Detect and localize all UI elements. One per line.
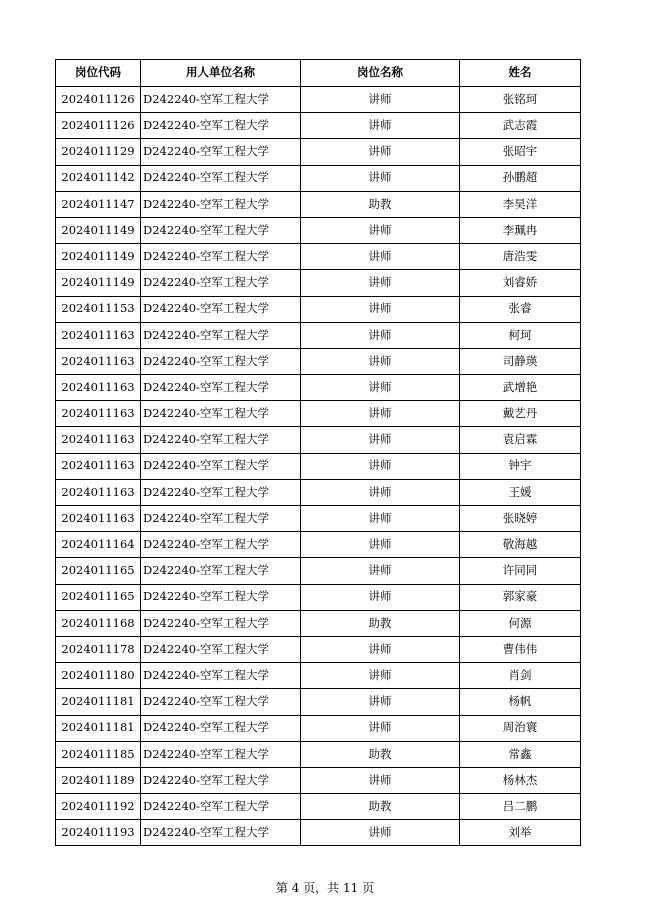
table-row bbox=[56, 794, 581, 820]
post-name-cell: 讲师 bbox=[301, 479, 460, 505]
post-name-cell: 助教 bbox=[301, 794, 460, 820]
table-row bbox=[56, 610, 581, 636]
post-code-cell: 2024011180 bbox=[56, 663, 141, 689]
table-row bbox=[56, 87, 581, 113]
person-name-cell: 肖剑 bbox=[460, 663, 581, 689]
employer-name-cell: D242240-空军工程大学 bbox=[141, 375, 301, 401]
post-code-cell: 2024011163 bbox=[56, 479, 141, 505]
post-name-cell: 助教 bbox=[301, 741, 460, 767]
person-name-cell: 张晓婷 bbox=[460, 506, 581, 532]
employer-name-cell: D242240-空军工程大学 bbox=[141, 532, 301, 558]
table-row bbox=[56, 113, 581, 139]
post-code-cell: 2024011189 bbox=[56, 767, 141, 793]
employer-name-cell: D242240-空军工程大学 bbox=[141, 322, 301, 348]
employer-name-cell: D242240-空军工程大学 bbox=[141, 715, 301, 741]
employer-name-cell: D242240-空军工程大学 bbox=[141, 584, 301, 610]
employer-name-cell: D242240-空军工程大学 bbox=[141, 820, 301, 846]
table-row bbox=[56, 820, 581, 846]
employer-name-cell: D242240-空军工程大学 bbox=[141, 139, 301, 165]
post-name-cell: 讲师 bbox=[301, 348, 460, 374]
post-code-cell: 2024011126 bbox=[56, 113, 141, 139]
post-name-cell: 讲师 bbox=[301, 453, 460, 479]
post-code-cell: 2024011181 bbox=[56, 689, 141, 715]
table-row bbox=[56, 532, 581, 558]
post-code-cell: 2024011149 bbox=[56, 244, 141, 270]
person-name-cell: 吕二鹏 bbox=[460, 794, 581, 820]
employer-name-cell: D242240-空军工程大学 bbox=[141, 217, 301, 243]
employer-name-cell: D242240-空军工程大学 bbox=[141, 558, 301, 584]
post-code-cell: 2024011178 bbox=[56, 636, 141, 662]
post-code-cell: 2024011126 bbox=[56, 87, 141, 113]
employer-name-cell: D242240-空军工程大学 bbox=[141, 191, 301, 217]
person-name-cell: 敬海越 bbox=[460, 532, 581, 558]
employer-name-cell: D242240-空军工程大学 bbox=[141, 689, 301, 715]
post-code-cell: 2024011163 bbox=[56, 506, 141, 532]
post-name-cell: 助教 bbox=[301, 191, 460, 217]
employer-name-cell: D242240-空军工程大学 bbox=[141, 663, 301, 689]
post-name-cell: 讲师 bbox=[301, 689, 460, 715]
employer-name-cell: D242240-空军工程大学 bbox=[141, 767, 301, 793]
person-name-cell: 何源 bbox=[460, 610, 581, 636]
post-name-cell: 讲师 bbox=[301, 663, 460, 689]
personnel-table bbox=[55, 59, 581, 846]
employer-name-cell: D242240-空军工程大学 bbox=[141, 348, 301, 374]
post-code-cell: 2024011165 bbox=[56, 584, 141, 610]
post-name-cell: 讲师 bbox=[301, 532, 460, 558]
post-code-cell: 2024011192 bbox=[56, 794, 141, 820]
employer-name-cell: D242240-空军工程大学 bbox=[141, 401, 301, 427]
post-name-cell: 讲师 bbox=[301, 558, 460, 584]
post-name-cell: 讲师 bbox=[301, 427, 460, 453]
table-row bbox=[56, 663, 581, 689]
header-post-code: 岗位代码 bbox=[56, 60, 141, 87]
table-row bbox=[56, 348, 581, 374]
post-code-cell: 2024011164 bbox=[56, 532, 141, 558]
person-name-cell: 张睿 bbox=[460, 296, 581, 322]
header-employer-name: 用人单位名称 bbox=[141, 60, 301, 87]
person-name-cell: 司静瑛 bbox=[460, 348, 581, 374]
post-name-cell: 讲师 bbox=[301, 636, 460, 662]
person-name-cell: 袁启霖 bbox=[460, 427, 581, 453]
person-name-cell: 杨林杰 bbox=[460, 767, 581, 793]
table-row bbox=[56, 322, 581, 348]
table-header-row bbox=[56, 60, 581, 87]
table-row bbox=[56, 401, 581, 427]
header-post-name: 岗位名称 bbox=[301, 60, 460, 87]
employer-name-cell: D242240-空军工程大学 bbox=[141, 479, 301, 505]
person-name-cell: 杨帆 bbox=[460, 689, 581, 715]
table-row bbox=[56, 584, 581, 610]
post-name-cell: 讲师 bbox=[301, 401, 460, 427]
post-code-cell: 2024011149 bbox=[56, 217, 141, 243]
post-name-cell: 助教 bbox=[301, 610, 460, 636]
person-name-cell: 张铭珂 bbox=[460, 87, 581, 113]
table-row bbox=[56, 636, 581, 662]
person-name-cell: 李珮冉 bbox=[460, 217, 581, 243]
employer-name-cell: D242240-空军工程大学 bbox=[141, 506, 301, 532]
table-row bbox=[56, 191, 581, 217]
post-name-cell: 讲师 bbox=[301, 322, 460, 348]
person-name-cell: 孙鹏超 bbox=[460, 165, 581, 191]
person-name-cell: 武志霞 bbox=[460, 113, 581, 139]
post-code-cell: 2024011149 bbox=[56, 270, 141, 296]
table-row bbox=[56, 558, 581, 584]
post-name-cell: 讲师 bbox=[301, 87, 460, 113]
post-name-cell: 讲师 bbox=[301, 217, 460, 243]
post-code-cell: 2024011185 bbox=[56, 741, 141, 767]
person-name-cell: 曹伟伟 bbox=[460, 636, 581, 662]
table-row bbox=[56, 217, 581, 243]
post-name-cell: 讲师 bbox=[301, 244, 460, 270]
person-name-cell: 许同同 bbox=[460, 558, 581, 584]
table-row bbox=[56, 139, 581, 165]
employer-name-cell: D242240-空军工程大学 bbox=[141, 427, 301, 453]
table-body bbox=[56, 87, 581, 846]
table-row bbox=[56, 479, 581, 505]
post-name-cell: 讲师 bbox=[301, 767, 460, 793]
post-name-cell: 讲师 bbox=[301, 584, 460, 610]
post-code-cell: 2024011142 bbox=[56, 165, 141, 191]
post-code-cell: 2024011165 bbox=[56, 558, 141, 584]
post-code-cell: 2024011147 bbox=[56, 191, 141, 217]
post-name-cell: 讲师 bbox=[301, 375, 460, 401]
table-row bbox=[56, 296, 581, 322]
employer-name-cell: D242240-空军工程大学 bbox=[141, 296, 301, 322]
person-name-cell: 武增艳 bbox=[460, 375, 581, 401]
employer-name-cell: D242240-空军工程大学 bbox=[141, 165, 301, 191]
table-row bbox=[56, 427, 581, 453]
post-code-cell: 2024011129 bbox=[56, 139, 141, 165]
post-code-cell: 2024011181 bbox=[56, 715, 141, 741]
post-name-cell: 讲师 bbox=[301, 139, 460, 165]
person-name-cell: 王媛 bbox=[460, 479, 581, 505]
person-name-cell: 戴艺丹 bbox=[460, 401, 581, 427]
employer-name-cell: D242240-空军工程大学 bbox=[141, 244, 301, 270]
employer-name-cell: D242240-空军工程大学 bbox=[141, 113, 301, 139]
person-name-cell: 常鑫 bbox=[460, 741, 581, 767]
employer-name-cell: D242240-空军工程大学 bbox=[141, 636, 301, 662]
employer-name-cell: D242240-空军工程大学 bbox=[141, 794, 301, 820]
person-name-cell: 刘举 bbox=[460, 820, 581, 846]
employer-name-cell: D242240-空军工程大学 bbox=[141, 610, 301, 636]
table-row bbox=[56, 689, 581, 715]
employer-name-cell: D242240-空军工程大学 bbox=[141, 741, 301, 767]
person-name-cell: 李昊洋 bbox=[460, 191, 581, 217]
table-row bbox=[56, 741, 581, 767]
post-code-cell: 2024011163 bbox=[56, 401, 141, 427]
employer-name-cell: D242240-空军工程大学 bbox=[141, 270, 301, 296]
person-name-cell: 刘睿娇 bbox=[460, 270, 581, 296]
post-name-cell: 讲师 bbox=[301, 715, 460, 741]
post-code-cell: 2024011163 bbox=[56, 453, 141, 479]
person-name-cell: 钟宇 bbox=[460, 453, 581, 479]
table-row bbox=[56, 270, 581, 296]
person-name-cell: 唐浩雯 bbox=[460, 244, 581, 270]
post-code-cell: 2024011193 bbox=[56, 820, 141, 846]
post-name-cell: 讲师 bbox=[301, 113, 460, 139]
table-row bbox=[56, 767, 581, 793]
post-name-cell: 讲师 bbox=[301, 506, 460, 532]
table-row bbox=[56, 244, 581, 270]
post-name-cell: 讲师 bbox=[301, 296, 460, 322]
table-row bbox=[56, 375, 581, 401]
table-row bbox=[56, 453, 581, 479]
post-code-cell: 2024011153 bbox=[56, 296, 141, 322]
person-name-cell: 柯珂 bbox=[460, 322, 581, 348]
employer-name-cell: D242240-空军工程大学 bbox=[141, 87, 301, 113]
header-person-name: 姓名 bbox=[460, 60, 581, 87]
table-row bbox=[56, 506, 581, 532]
person-name-cell: 张昭宇 bbox=[460, 139, 581, 165]
person-name-cell: 周治寰 bbox=[460, 715, 581, 741]
post-code-cell: 2024011163 bbox=[56, 427, 141, 453]
post-name-cell: 讲师 bbox=[301, 820, 460, 846]
table-row bbox=[56, 715, 581, 741]
post-name-cell: 讲师 bbox=[301, 165, 460, 191]
post-name-cell: 讲师 bbox=[301, 270, 460, 296]
post-code-cell: 2024011163 bbox=[56, 375, 141, 401]
employer-name-cell: D242240-空军工程大学 bbox=[141, 453, 301, 479]
person-name-cell: 郭家豪 bbox=[460, 584, 581, 610]
page-number-footer: 第 4 页，共 11 页 bbox=[275, 881, 375, 895]
post-code-cell: 2024011163 bbox=[56, 322, 141, 348]
table-row bbox=[56, 165, 581, 191]
post-code-cell: 2024011163 bbox=[56, 348, 141, 374]
post-code-cell: 2024011168 bbox=[56, 610, 141, 636]
